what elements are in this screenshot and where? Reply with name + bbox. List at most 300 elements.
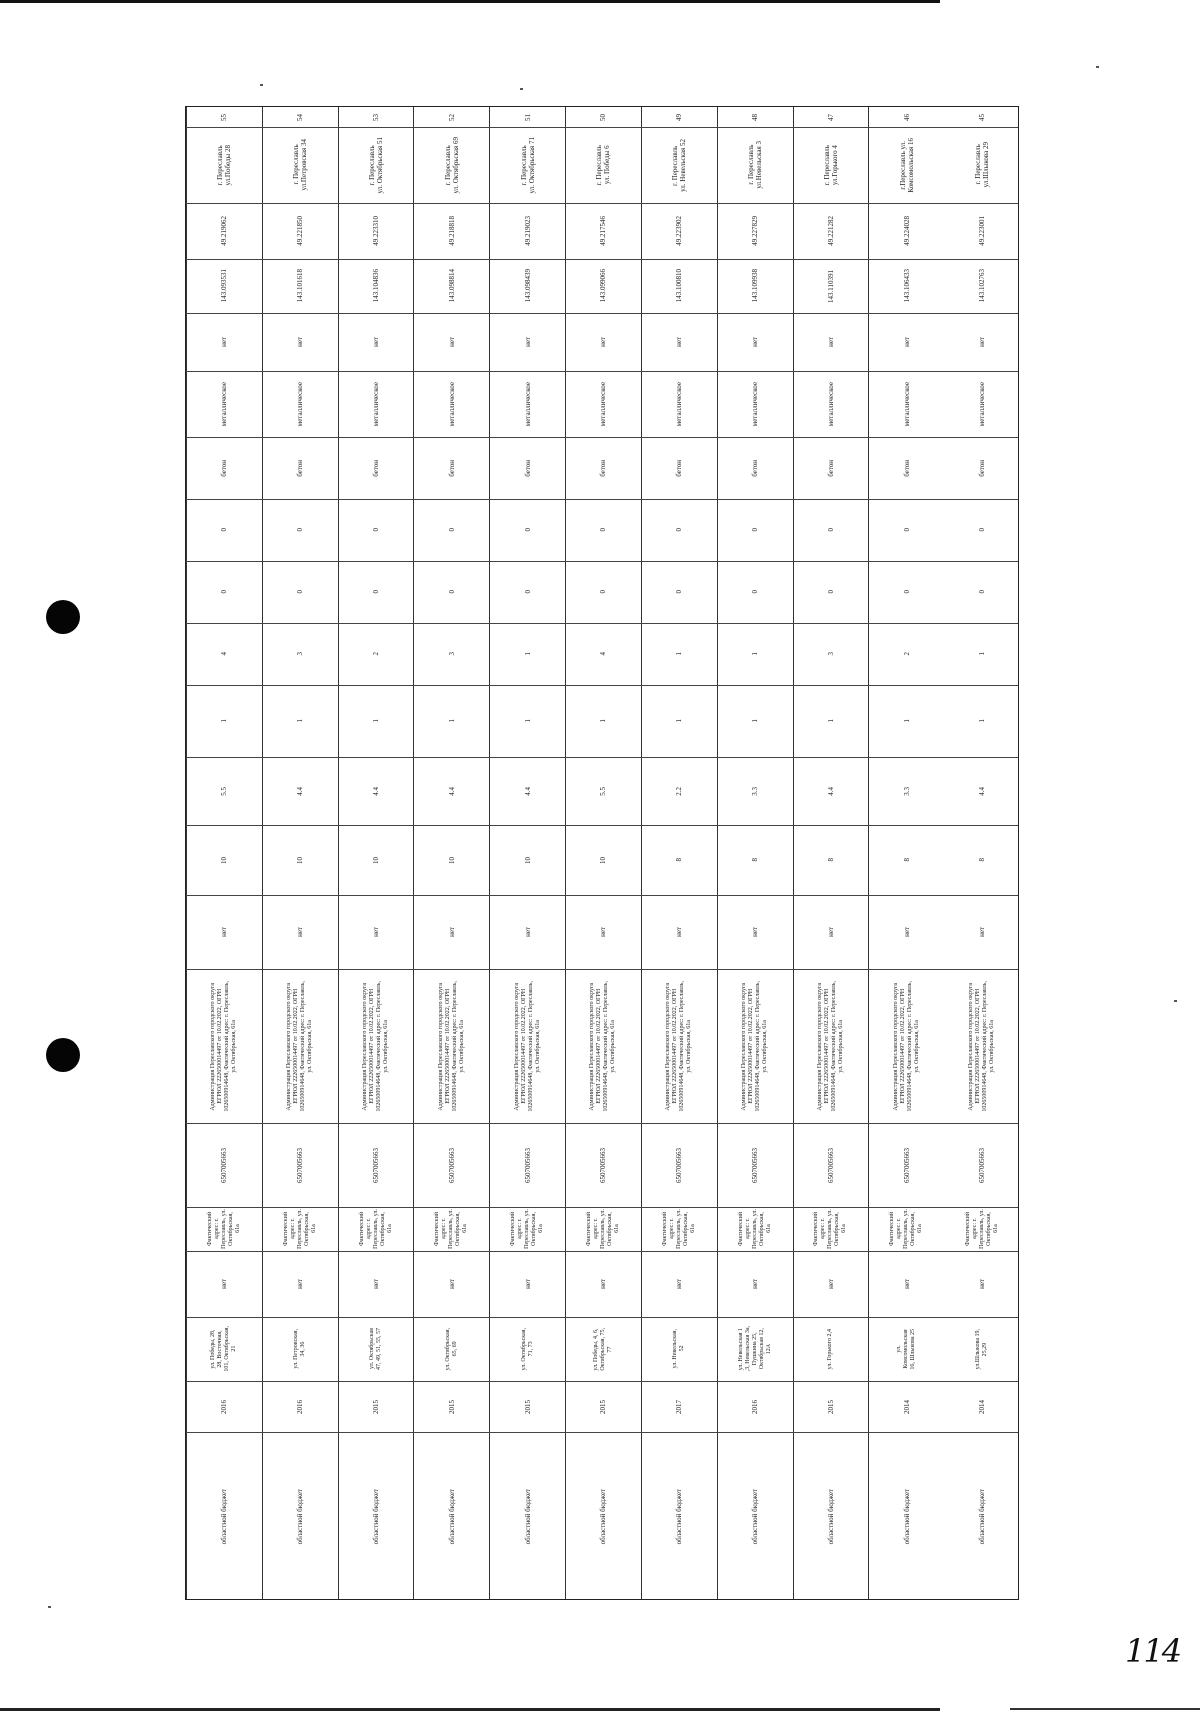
object-address: г. Переславль ул.Шлыкова 29 xyxy=(974,142,991,188)
funding-source: областной бюджет xyxy=(751,1488,760,1545)
object-address: г. Переславль ул. Победы 6 xyxy=(595,144,612,186)
scan-speck xyxy=(48,1606,51,1608)
inn-cell xyxy=(944,1123,1020,1207)
count-a: 0 xyxy=(902,528,911,532)
table-row xyxy=(793,107,869,1599)
scan-speck xyxy=(1096,66,1099,68)
funding-source-cell xyxy=(339,1432,414,1601)
fact-address: Фактический адрес: г. Переславль, ул. Октябрьская, 61а xyxy=(510,1209,545,1249)
year: 2014 xyxy=(978,1399,987,1414)
year-cell xyxy=(339,1381,414,1432)
funding-source: областной бюджет xyxy=(675,1488,684,1545)
served-buildings-cell xyxy=(869,1317,944,1381)
volume-cell xyxy=(869,757,944,825)
count-a: 0 xyxy=(978,528,987,532)
count-b-cell xyxy=(944,561,1020,623)
funding-source: областной бюджет xyxy=(523,1488,532,1545)
count-b-cell xyxy=(263,561,338,623)
cover-flag-cell xyxy=(944,313,1020,371)
material-cell xyxy=(794,371,869,437)
latitude-cell xyxy=(794,203,869,259)
served-buildings-cell xyxy=(794,1317,869,1381)
served-buildings: ул.Шлыкова 19, 25,29 xyxy=(975,1328,989,1370)
funding-source-cell xyxy=(869,1432,944,1601)
container-count-cell xyxy=(794,685,869,757)
served-buildings-cell xyxy=(339,1317,414,1381)
count-a: 0 xyxy=(599,528,608,532)
inn: 6507005663 xyxy=(447,1147,456,1183)
longitude: 143.099066 xyxy=(599,269,608,303)
material: металлическое xyxy=(447,381,456,427)
inn: 6507005663 xyxy=(296,1147,305,1183)
object-address-cell xyxy=(642,127,717,203)
count-b-cell xyxy=(414,561,489,623)
fact-address: Фактический адрес: г. Переславль, ул. Октябрьская, 61а xyxy=(282,1209,317,1249)
owner-details: Администрация Переславского городского округа ЕГРЮЛ 2226500014497 от 10.02.2022, ОГРН 1026500914648, Фактический адрес: г. Переславль, ул. Октябрьская, 61а xyxy=(513,980,541,1112)
funding-source-cell xyxy=(642,1432,717,1601)
grid-line xyxy=(186,371,1018,372)
served-buildings-cell xyxy=(414,1317,489,1381)
row-number-cell xyxy=(566,107,641,127)
count-b: 0 xyxy=(447,590,456,594)
containers-cell xyxy=(794,623,869,685)
inn-cell xyxy=(490,1123,565,1207)
area-cell xyxy=(414,825,489,895)
base: бетон xyxy=(902,459,911,477)
served-buildings: ул. Горького 2,4 xyxy=(827,1328,834,1370)
material: металлическое xyxy=(978,381,987,427)
volume: 4.4 xyxy=(826,786,835,796)
volume-cell xyxy=(944,757,1020,825)
cover-flag: нет xyxy=(902,337,911,347)
base-cell xyxy=(869,437,944,499)
count-b-cell xyxy=(718,561,793,623)
volume: 4.4 xyxy=(447,786,456,796)
container-count-cell xyxy=(263,685,338,757)
container-count: 1 xyxy=(523,719,532,723)
fence-cell xyxy=(187,895,262,969)
separate-flag-cell xyxy=(869,1251,944,1317)
latitude-cell xyxy=(944,203,1020,259)
material: металлическое xyxy=(675,381,684,427)
material-cell xyxy=(339,371,414,437)
container-count: 1 xyxy=(220,719,229,723)
containers-cell xyxy=(187,623,262,685)
base: бетон xyxy=(220,459,229,477)
latitude: 49.219023 xyxy=(523,216,532,246)
fact-address-cell xyxy=(869,1207,944,1251)
row-number-cell xyxy=(414,107,489,127)
year: 2015 xyxy=(826,1399,835,1414)
inn: 6507005663 xyxy=(826,1147,835,1183)
material: металлическое xyxy=(751,381,760,427)
count-a: 0 xyxy=(220,528,229,532)
fence-cell xyxy=(263,895,338,969)
fence: нет xyxy=(296,927,305,937)
count-b: 0 xyxy=(902,590,911,594)
row-number-cell xyxy=(642,107,717,127)
longitude: 143.098814 xyxy=(447,269,456,303)
volume-cell xyxy=(414,757,489,825)
table-row xyxy=(262,107,338,1599)
owner-details-cell xyxy=(263,969,338,1123)
year-cell xyxy=(414,1381,489,1432)
fact-address: Фактический адрес: г. Переславль, ул. Октябрьская, 61а xyxy=(964,1209,999,1249)
cover-flag: нет xyxy=(599,337,608,347)
containers: 2 xyxy=(902,652,911,656)
row-number-cell xyxy=(263,107,338,127)
year-cell xyxy=(794,1381,869,1432)
owner-details: Администрация Переславского городского округа ЕГРЮЛ 2226500014497 от 10.02.2022, ОГРН 1026500914648, Фактический адрес: г. Переславль, ул. Октябрьская, 61а xyxy=(286,980,314,1112)
material: металлическое xyxy=(902,381,911,427)
separate-flag-cell xyxy=(339,1251,414,1317)
cover-flag-cell xyxy=(414,313,489,371)
cover-flag: нет xyxy=(751,337,760,347)
grid-line xyxy=(186,259,1018,260)
table-row xyxy=(944,107,1020,1599)
latitude-cell xyxy=(566,203,641,259)
container-count: 1 xyxy=(675,719,684,723)
inn-cell xyxy=(718,1123,793,1207)
funding-source-cell xyxy=(566,1432,641,1601)
separate-flag-cell xyxy=(566,1251,641,1317)
row-number-cell xyxy=(187,107,262,127)
object-address: г. Переславль ул.Невельская 3 xyxy=(747,141,764,189)
count-b: 0 xyxy=(372,590,381,594)
count-a: 0 xyxy=(751,528,760,532)
count-a-cell xyxy=(642,499,717,561)
grid-line xyxy=(186,313,1018,314)
latitude-cell xyxy=(869,203,944,259)
served-buildings: ул. Октябрьская 47, 49, 51, 55, 57 xyxy=(369,1328,383,1370)
containers-cell xyxy=(718,623,793,685)
latitude-cell xyxy=(718,203,793,259)
container-count: 1 xyxy=(447,719,456,723)
owner-details: Администрация Переславского городского округа ЕГРЮЛ 2226500014497 от 10.02.2022, ОГРН 1026500914648, Фактический адрес: г. Переславль, ул. Октябрьская, 61а xyxy=(437,980,465,1112)
object-address-cell xyxy=(263,127,338,203)
count-b-cell xyxy=(794,561,869,623)
count-a-cell xyxy=(187,499,262,561)
longitude: 143.098439 xyxy=(523,269,532,303)
longitude: 143.093531 xyxy=(220,269,229,303)
count-a-cell xyxy=(794,499,869,561)
fact-address: Фактический адрес: г. Переславль, ул. Октябрьская, 61а xyxy=(358,1209,393,1249)
separate-flag: нет xyxy=(826,1279,835,1289)
base-cell xyxy=(944,437,1020,499)
count-b-cell xyxy=(187,561,262,623)
material-cell xyxy=(187,371,262,437)
volume: 3.3 xyxy=(902,786,911,796)
longitude-cell xyxy=(944,259,1020,313)
object-address-cell xyxy=(187,127,262,203)
funding-source-cell xyxy=(718,1432,793,1601)
cover-flag: нет xyxy=(296,337,305,347)
containers-cell xyxy=(414,623,489,685)
fact-address-cell xyxy=(718,1207,793,1251)
scan-bottom-rule xyxy=(0,1708,940,1711)
funding-source: областной бюджет xyxy=(826,1488,835,1545)
count-a: 0 xyxy=(826,528,835,532)
base-cell xyxy=(718,437,793,499)
grid-line xyxy=(186,127,1018,128)
area: 10 xyxy=(523,856,532,864)
material: металлическое xyxy=(599,381,608,427)
material-cell xyxy=(869,371,944,437)
separate-flag-cell xyxy=(263,1251,338,1317)
separate-flag: нет xyxy=(523,1279,532,1289)
fact-address-cell xyxy=(490,1207,565,1251)
object-address: г. Переславль ул. Невельская 52 xyxy=(671,138,688,192)
served-buildings: ул. Невельская 1 ,3, Невельская 3а, Пушкина 25, Октябрьская 12, 12А xyxy=(737,1326,772,1372)
owner-details: Администрация Переславского городского округа ЕГРЮЛ 2226500014497 от 10.02.2022, ОГРН 1026500914648, Фактический адрес: г. Переславль, ул. Октябрьская, 61а xyxy=(210,980,238,1112)
inn: 6507005663 xyxy=(599,1147,608,1183)
grid-line xyxy=(186,1432,1018,1433)
area-cell xyxy=(794,825,869,895)
base: бетон xyxy=(372,459,381,477)
area-cell xyxy=(869,825,944,895)
volume-cell xyxy=(187,757,262,825)
owner-details-cell xyxy=(414,969,489,1123)
funding-source: областной бюджет xyxy=(447,1488,456,1545)
object-address-cell xyxy=(490,127,565,203)
served-buildings: ул. Октябрьская, 65, 69 xyxy=(444,1327,458,1371)
row-number: 53 xyxy=(372,113,381,121)
cover-flag: нет xyxy=(675,337,684,347)
area-cell xyxy=(944,825,1020,895)
fence-cell xyxy=(718,895,793,969)
latitude-cell xyxy=(187,203,262,259)
owner-details-cell xyxy=(718,969,793,1123)
containers: 3 xyxy=(826,652,835,656)
row-number: 46 xyxy=(902,113,911,121)
longitude-cell xyxy=(566,259,641,313)
object-address-cell xyxy=(944,127,1020,203)
containers: 4 xyxy=(599,652,608,656)
owner-details-cell xyxy=(869,969,944,1123)
scan-speck xyxy=(1174,1000,1177,1002)
area: 10 xyxy=(372,856,381,864)
table-row xyxy=(868,107,944,1599)
object-address: г.Переславль ул. Комсомольская 16 xyxy=(898,137,915,193)
year: 2015 xyxy=(447,1399,456,1414)
served-buildings-cell xyxy=(642,1317,717,1381)
separate-flag-cell xyxy=(490,1251,565,1317)
row-number: 49 xyxy=(675,113,684,121)
count-a: 0 xyxy=(372,528,381,532)
count-b: 0 xyxy=(978,590,987,594)
year: 2015 xyxy=(599,1399,608,1414)
funding-source: областной бюджет xyxy=(296,1488,305,1545)
material-cell xyxy=(414,371,489,437)
latitude-cell xyxy=(642,203,717,259)
inn-cell xyxy=(794,1123,869,1207)
containers: 4 xyxy=(220,652,229,656)
latitude: 49.224028 xyxy=(902,216,911,246)
row-number-cell xyxy=(718,107,793,127)
separate-flag: нет xyxy=(675,1279,684,1289)
longitude: 143.109938 xyxy=(751,269,760,303)
count-b: 0 xyxy=(220,590,229,594)
row-number-cell xyxy=(944,107,1020,127)
object-address-cell xyxy=(339,127,414,203)
funding-source-cell xyxy=(490,1432,565,1601)
count-a: 0 xyxy=(447,528,456,532)
served-buildings: ул. Комсомольская 16, Шлыкова 25 xyxy=(896,1328,917,1370)
scan-speck xyxy=(520,88,523,90)
object-address: г. Переславль ул. Октябрьская 71 xyxy=(519,136,536,194)
volume: 5.5 xyxy=(599,786,608,796)
cover-flag: нет xyxy=(978,337,987,347)
count-a-cell xyxy=(944,499,1020,561)
container-count: 1 xyxy=(978,719,987,723)
volume: 4.4 xyxy=(296,786,305,796)
area: 8 xyxy=(902,858,911,862)
funding-source-cell xyxy=(263,1432,338,1601)
year: 2016 xyxy=(220,1399,229,1414)
table-row xyxy=(641,107,717,1599)
funding-source-cell xyxy=(944,1432,1020,1601)
longitude: 143.110391 xyxy=(826,269,835,303)
volume-cell xyxy=(794,757,869,825)
material: металлическое xyxy=(372,381,381,427)
volume: 2.2 xyxy=(675,786,684,796)
inn: 6507005663 xyxy=(372,1147,381,1183)
container-count-cell xyxy=(566,685,641,757)
count-a-cell xyxy=(339,499,414,561)
container-count-cell xyxy=(718,685,793,757)
year-cell xyxy=(718,1381,793,1432)
year: 2015 xyxy=(523,1399,532,1414)
owner-details-cell xyxy=(794,969,869,1123)
fact-address-cell xyxy=(642,1207,717,1251)
count-a: 0 xyxy=(523,528,532,532)
area-cell xyxy=(263,825,338,895)
base-cell xyxy=(263,437,338,499)
cover-flag: нет xyxy=(523,337,532,347)
latitude: 49.223902 xyxy=(675,216,684,246)
served-buildings-cell xyxy=(490,1317,565,1381)
base-cell xyxy=(794,437,869,499)
row-number-cell xyxy=(794,107,869,127)
count-b: 0 xyxy=(599,590,608,594)
latitude: 49.219062 xyxy=(220,216,229,246)
fact-address: Фактический адрес: г. Переславль, ул. Октябрьская, 61а xyxy=(813,1209,848,1249)
container-count: 1 xyxy=(826,719,835,723)
registry-table xyxy=(185,106,1019,1600)
object-address-cell xyxy=(794,127,869,203)
separate-flag-cell xyxy=(794,1251,869,1317)
fact-address-cell xyxy=(794,1207,869,1251)
container-count-cell xyxy=(944,685,1020,757)
inn-cell xyxy=(566,1123,641,1207)
base: бетон xyxy=(296,459,305,477)
fact-address: Фактический адрес: г. Переславль, ул. Октябрьская, 61а xyxy=(206,1209,241,1249)
owner-details-cell xyxy=(944,969,1020,1123)
owner-details-cell xyxy=(642,969,717,1123)
fence-cell xyxy=(566,895,641,969)
row-number-cell xyxy=(339,107,414,127)
funding-source-cell xyxy=(794,1432,869,1601)
area: 10 xyxy=(599,856,608,864)
latitude: 49.223310 xyxy=(372,216,381,246)
owner-details: Администрация Переславского городского округа ЕГРЮЛ 2226500014497 от 10.02.2022, ОГРН 1026500914648, Фактический адрес: г. Переславль, ул. Октябрьская, 61а xyxy=(589,980,617,1112)
object-address: г. Переславль ул.Горького 4 xyxy=(822,144,839,186)
fence: нет xyxy=(675,927,684,937)
longitude: 143.102763 xyxy=(978,269,987,303)
separate-flag-cell xyxy=(944,1251,1020,1317)
area-cell xyxy=(187,825,262,895)
object-address-cell xyxy=(718,127,793,203)
base: бетон xyxy=(826,459,835,477)
container-count-cell xyxy=(339,685,414,757)
separate-flag: нет xyxy=(447,1279,456,1289)
punch-hole-upper xyxy=(46,600,80,634)
table-row xyxy=(413,107,489,1599)
volume: 3.3 xyxy=(751,786,760,796)
area-cell xyxy=(490,825,565,895)
fact-address: Фактический адрес: г. Переславль, ул. Октябрьская, 61а xyxy=(737,1209,772,1249)
object-address: г. Переславль ул.Победы 28 xyxy=(216,144,233,186)
served-buildings: ул. Победы, 28, 28, Восточная, 101, Октябрьская, 21 xyxy=(210,1326,238,1372)
longitude: 143.104836 xyxy=(372,269,381,303)
year: 2014 xyxy=(902,1399,911,1414)
base-cell xyxy=(642,437,717,499)
fact-address-cell xyxy=(263,1207,338,1251)
latitude: 49.221282 xyxy=(826,216,835,246)
container-count: 1 xyxy=(599,719,608,723)
grid-line xyxy=(186,1251,1018,1252)
cover-flag: нет xyxy=(372,337,381,347)
material-cell xyxy=(642,371,717,437)
latitude-cell xyxy=(339,203,414,259)
area: 8 xyxy=(751,858,760,862)
grid-line xyxy=(186,895,1018,896)
owner-details: Администрация Переславского городского округа ЕГРЮЛ 2226500014497 от 10.02.2022, ОГРН 1026500914648, Фактический адрес: г. Переславль, ул. Октябрьская, 61а xyxy=(665,980,693,1112)
fence: нет xyxy=(751,927,760,937)
count-b-cell xyxy=(339,561,414,623)
count-b-cell xyxy=(566,561,641,623)
cover-flag-cell xyxy=(642,313,717,371)
separate-flag-cell xyxy=(187,1251,262,1317)
year: 2016 xyxy=(296,1399,305,1414)
count-a: 0 xyxy=(675,528,684,532)
inn-cell xyxy=(187,1123,262,1207)
count-a-cell xyxy=(718,499,793,561)
base: бетон xyxy=(523,459,532,477)
served-buildings: ул. Петровская, 34, 36 xyxy=(293,1329,307,1369)
area: 10 xyxy=(447,856,456,864)
year: 2017 xyxy=(675,1399,684,1414)
container-count: 1 xyxy=(751,719,760,723)
volume-cell xyxy=(339,757,414,825)
owner-details-cell xyxy=(339,969,414,1123)
inn-cell xyxy=(339,1123,414,1207)
cover-flag: нет xyxy=(220,337,229,347)
volume: 4.4 xyxy=(978,786,987,796)
volume-cell xyxy=(566,757,641,825)
count-a-cell xyxy=(566,499,641,561)
base: бетон xyxy=(599,459,608,477)
separate-flag-cell xyxy=(642,1251,717,1317)
fence-cell xyxy=(339,895,414,969)
row-number: 45 xyxy=(978,113,987,121)
containers: 2 xyxy=(372,652,381,656)
material: металлическое xyxy=(220,381,229,427)
object-address-cell xyxy=(566,127,641,203)
latitude: 49.223001 xyxy=(978,216,987,246)
fact-address-cell xyxy=(339,1207,414,1251)
material-cell xyxy=(490,371,565,437)
